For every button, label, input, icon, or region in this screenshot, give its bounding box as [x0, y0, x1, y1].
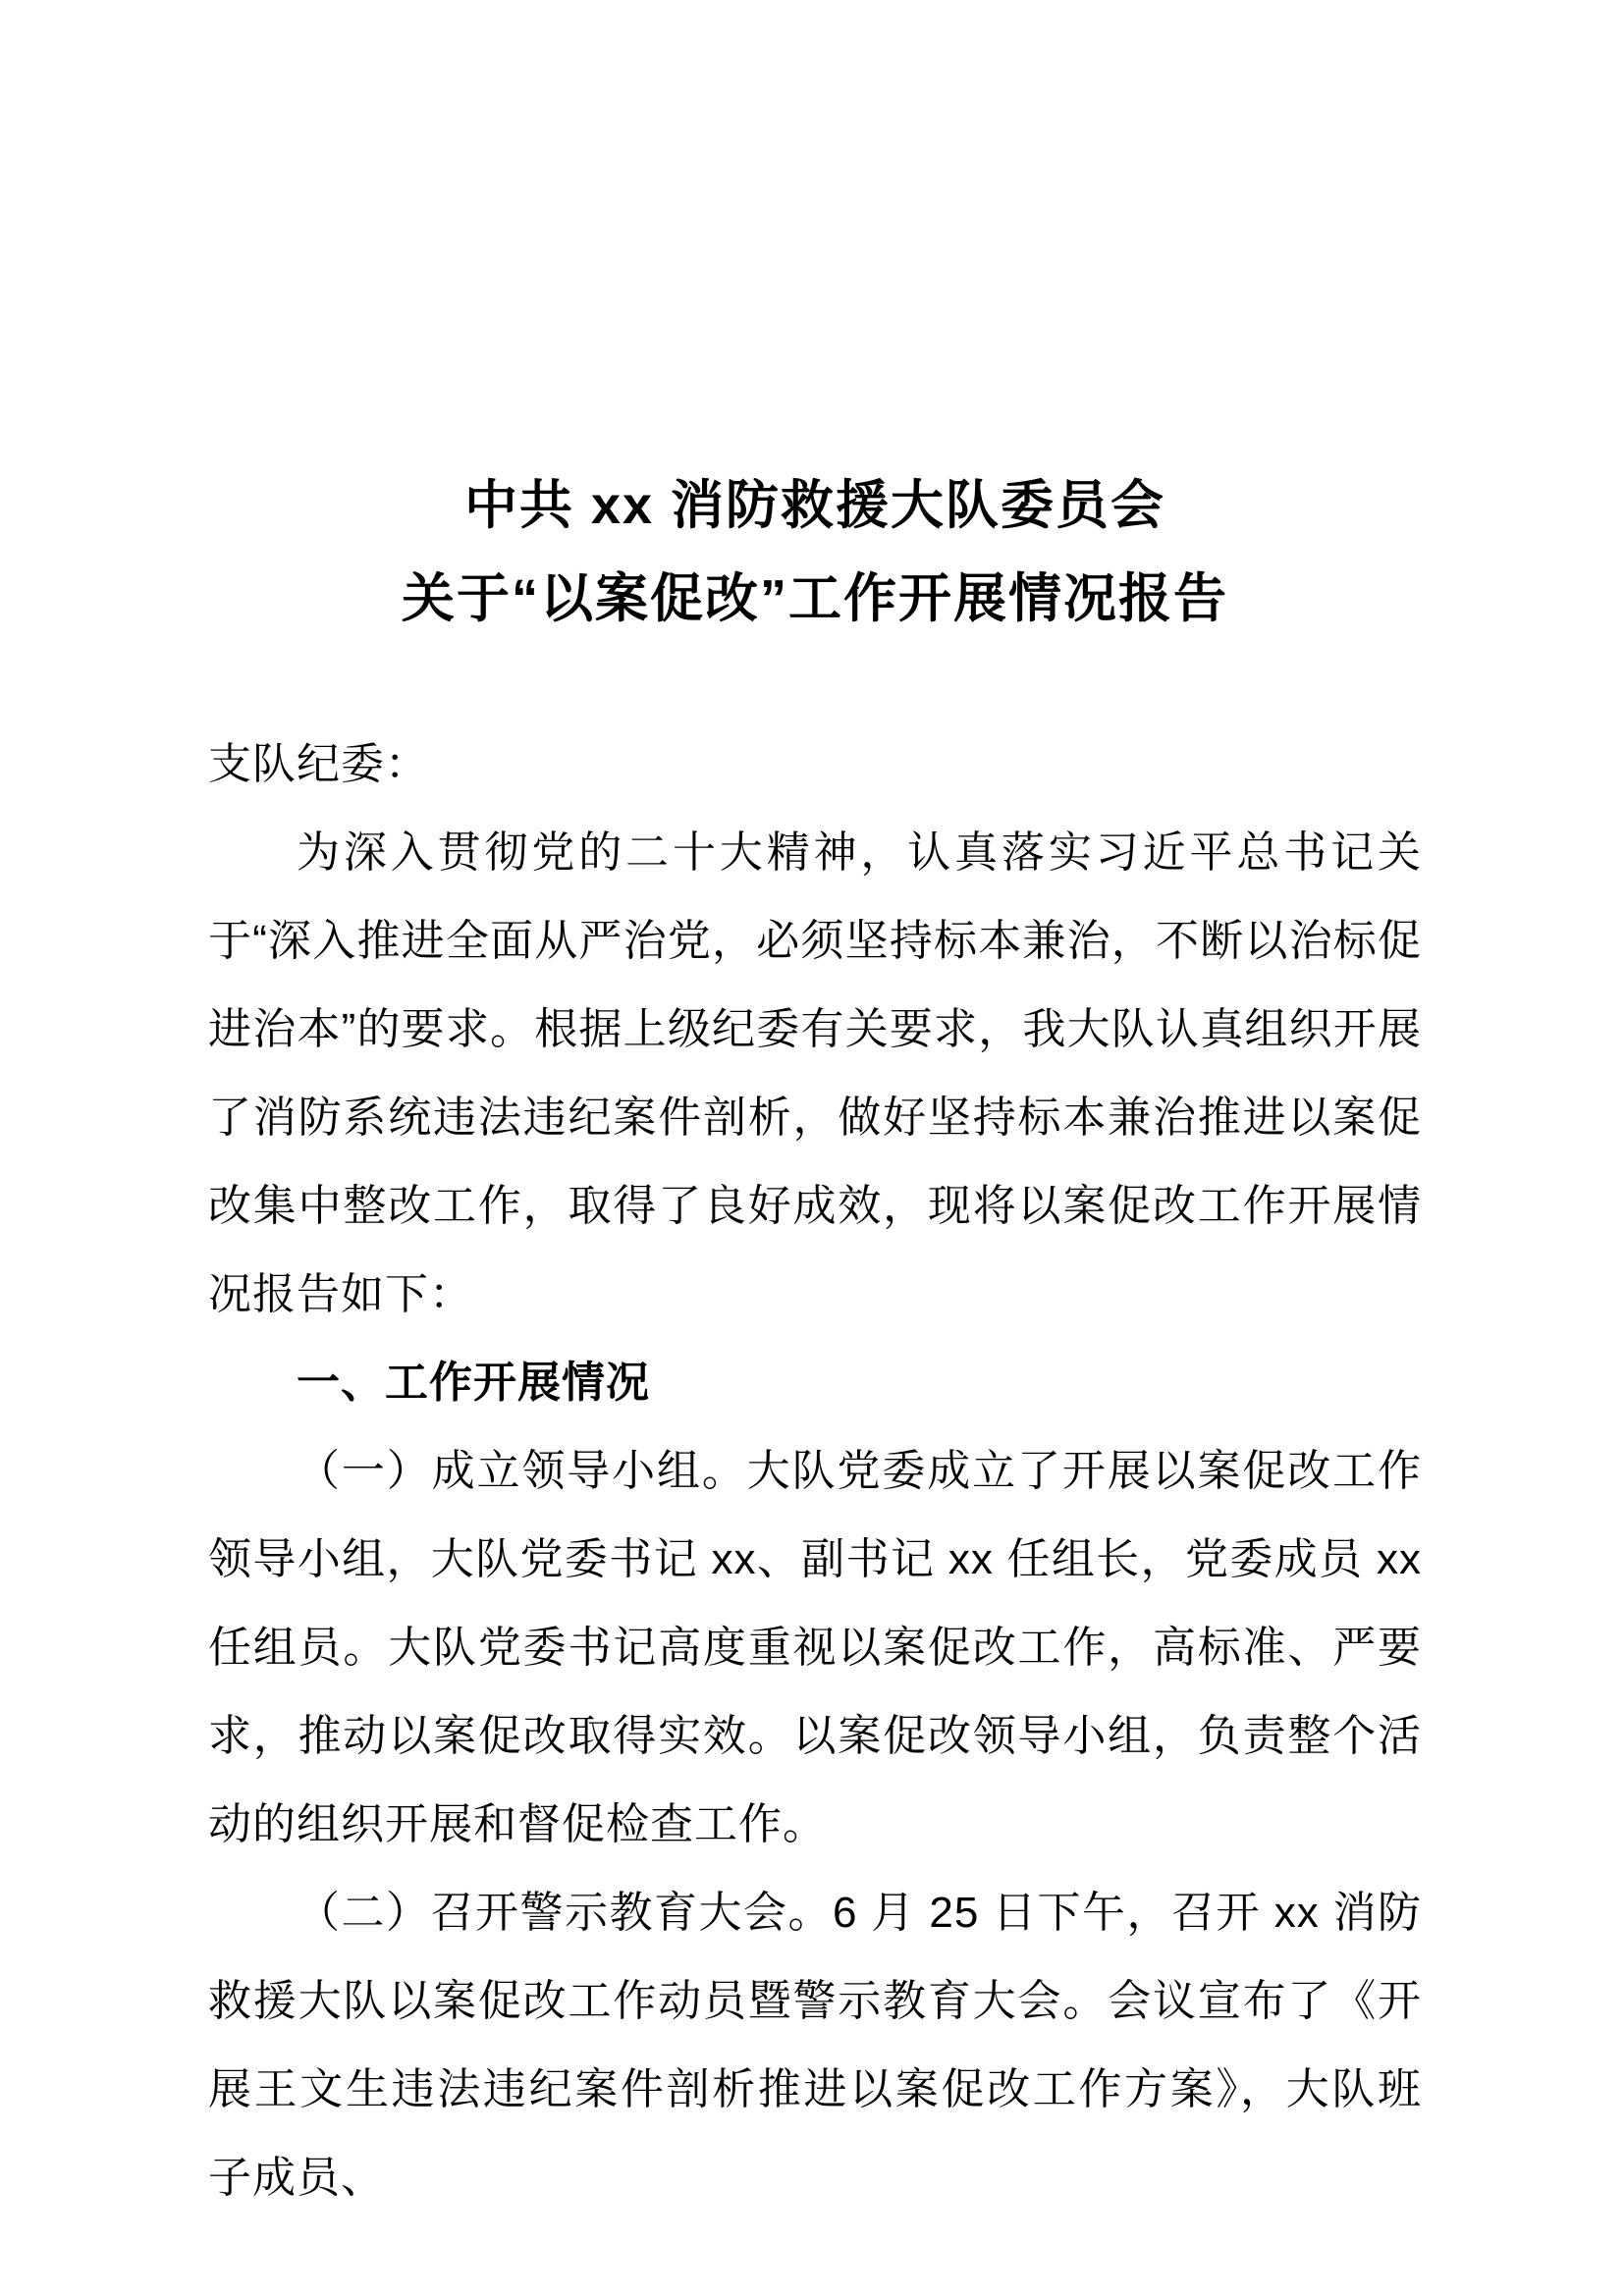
paragraph-item-2-education-meeting: （二）召开警示教育大会。6 月 25 日下午，召开 xx 消防救援大队以案促改工作动员暨警示教育大会。会议宣布了《开展王文生违法违纪案件剖析推进以案促改工作方案》，大队班子成员、 [208, 1889, 1422, 2202]
paragraph-intro: 为深入贯彻党的二十大精神，认真落实习近平总书记关于“深入推进全面从严治党，必须坚持标本兼治，不断以治标促进治本”的要求。根据上级纪委有关要求，我大队认真组织开展了消防系统违法违纪案件剖析，做好坚持标本兼治推进以案促改集中整改工作，取得了良好成效，现将以案促改工作开展情况报告如下： [208, 828, 1422, 1318]
document-body [208, 721, 1422, 2222]
salutation-line: 支队纪委： [208, 740, 429, 788]
title-line-1: 中共 xx 消防救援大队委员会 [463, 476, 1166, 535]
title-line-2: 关于“以案促改”工作开展情况报告 [402, 569, 1228, 628]
section-heading-work-progress: 一、工作开展情况 [297, 1359, 650, 1407]
paragraph-item-1-leading-group: （一）成立领导小组。大队党委成立了开展以案促改工作领导小组，大队党委书记 xx、副书记 xx 任组长，党委成员 xx 任组员。大队党委书记高度重视以案促改工作，高标准、严要求，推动以案促改取得实效。以案促改领导小组，负责整个活动的组织开展和督促检查工作。 [208, 1447, 1422, 1848]
document-content [208, 459, 1422, 2222]
document-title [208, 459, 1422, 646]
